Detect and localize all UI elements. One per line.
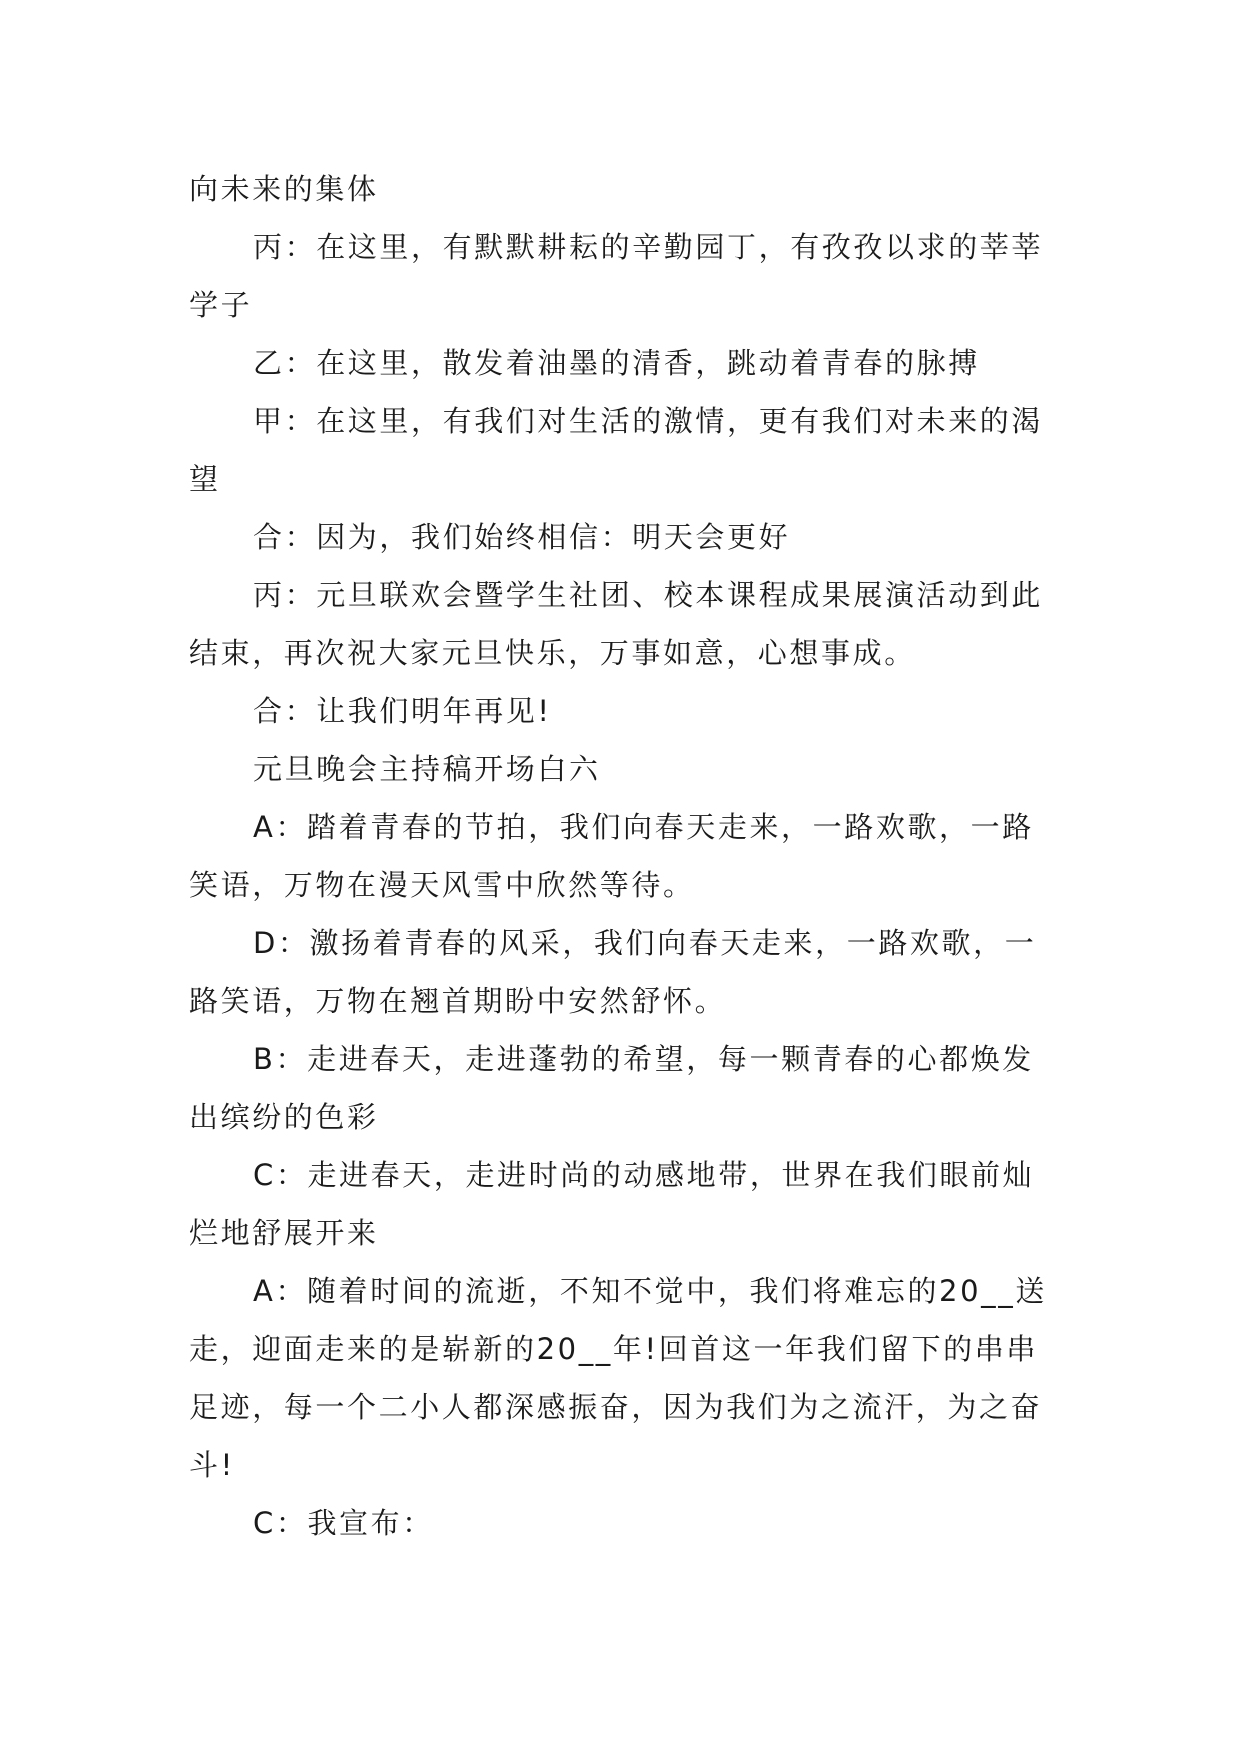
paragraph-13: A：随着时间的流逝，不知不觉中，我们将难忘的20__送走，迎面走来的是崭新的20__年!回首这一年我们留下的串串足迹，每一个二小人都深感振奋，因为我们为之流汗，为之奋斗! <box>189 1274 1047 1482</box>
paragraph-12: C：走进春天，走进时尚的动感地带，世界在我们眼前灿烂地舒展开来 <box>189 1158 1035 1250</box>
paragraph-4: 甲：在这里，有我们对生活的激情，更有我们对未来的渴望 <box>189 404 1044 496</box>
paragraph-10: D：激扬着青春的风采，我们向春天走来，一路欢歌，一路笑语，万物在翘首期盼中安然舒怀。 <box>189 926 1037 1018</box>
paragraph-14: C：我宣布： <box>253 1506 434 1540</box>
document-body <box>189 160 1059 1552</box>
paragraph-1: 向未来的集体 <box>189 172 379 206</box>
paragraph-3: 乙：在这里，散发着油墨的清香，跳动着青春的脉搏 <box>253 346 980 380</box>
paragraph-9: A：踏着青春的节拍，我们向春天走来，一路欢歌，一路笑语，万物在漫天风雪中欣然等待。 <box>189 810 1034 902</box>
paragraph-11: B：走进春天，走进蓬勃的希望，每一颗青春的心都焕发出缤纷的色彩 <box>189 1042 1034 1134</box>
paragraph-6: 丙：元旦联欢会暨学生社团、校本课程成果展演活动到此结束，再次祝大家元旦快乐，万事如意，心想事成。 <box>189 578 1044 670</box>
paragraph-2: 丙：在这里，有默默耕耘的辛勤园丁，有孜孜以求的莘莘学子 <box>189 230 1044 322</box>
paragraph-7: 合：让我们明年再见! <box>253 694 552 728</box>
section-heading: 元旦晚会主持稿开场白六 <box>253 752 601 786</box>
paragraph-5: 合：因为，我们始终相信：明天会更好 <box>253 520 791 554</box>
